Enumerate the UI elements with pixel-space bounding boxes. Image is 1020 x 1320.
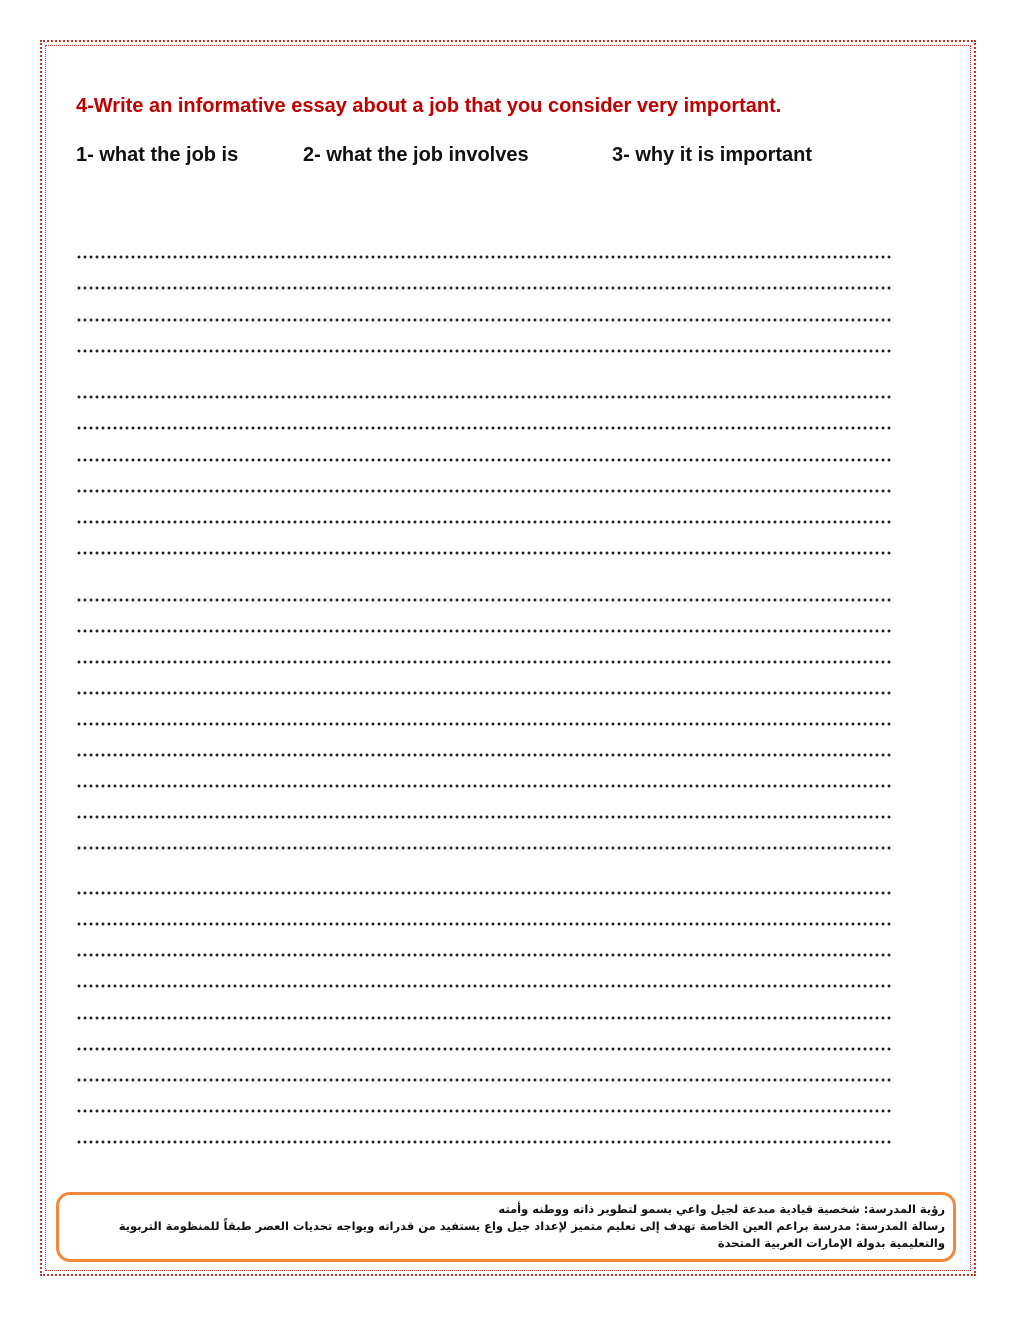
- point-3: 3- why it is important: [612, 144, 813, 166]
- dotted-writing-line[interactable]: [76, 953, 891, 957]
- school-statement-box: [56, 1192, 956, 1262]
- dotted-writing-line[interactable]: [76, 426, 891, 430]
- school-vision: رؤية المدرسة: شخصية قيادية مبدعة لجيل واعي يسمو لتطوير ذاته ووطنه وأمته: [498, 1202, 945, 1216]
- dotted-writing-line[interactable]: [76, 722, 891, 726]
- dotted-writing-line[interactable]: [76, 629, 891, 633]
- dotted-writing-line[interactable]: [76, 691, 891, 695]
- dotted-writing-line[interactable]: [76, 753, 891, 757]
- dotted-writing-line[interactable]: [76, 1140, 891, 1144]
- dotted-writing-line[interactable]: [76, 984, 891, 988]
- task-title: 4-Write an informative essay about a job that you consider very important.: [76, 95, 782, 117]
- dotted-writing-line[interactable]: [76, 1109, 891, 1113]
- dotted-writing-line[interactable]: [76, 815, 891, 819]
- dotted-writing-line[interactable]: [76, 598, 891, 602]
- dotted-writing-line[interactable]: [76, 489, 891, 493]
- dotted-writing-line[interactable]: [76, 784, 891, 788]
- dotted-writing-line[interactable]: [76, 846, 891, 850]
- dotted-writing-line[interactable]: [76, 349, 891, 353]
- dotted-writing-line[interactable]: [76, 1016, 891, 1020]
- dotted-writing-line[interactable]: [76, 286, 891, 290]
- dotted-writing-line[interactable]: [76, 395, 891, 399]
- dotted-writing-line[interactable]: [76, 891, 891, 895]
- dotted-writing-line[interactable]: [76, 458, 891, 462]
- dotted-writing-line[interactable]: [76, 318, 891, 322]
- page-border: [40, 40, 976, 1276]
- point-1: 1- what the job is: [76, 144, 239, 166]
- dotted-writing-line[interactable]: [76, 922, 891, 926]
- dotted-writing-line[interactable]: [76, 520, 891, 524]
- point-2: 2- what the job involves: [303, 144, 529, 166]
- dotted-writing-line[interactable]: [76, 551, 891, 555]
- school-mission: رسالة المدرسة: مدرسة براعم العين الخاصة تهدف إلى تعليم متميز لإعداد جيل واع يستفيد من قدراته ويواجه تحديات العصر طبقاً للمنظومة التربوية والتعليمية بدولة الإمارات العربية المتحدة: [118, 1219, 945, 1250]
- dotted-writing-line[interactable]: [76, 660, 891, 664]
- dotted-writing-line[interactable]: [76, 1078, 891, 1082]
- dotted-writing-line[interactable]: [76, 1047, 891, 1051]
- dotted-writing-line[interactable]: [76, 255, 891, 259]
